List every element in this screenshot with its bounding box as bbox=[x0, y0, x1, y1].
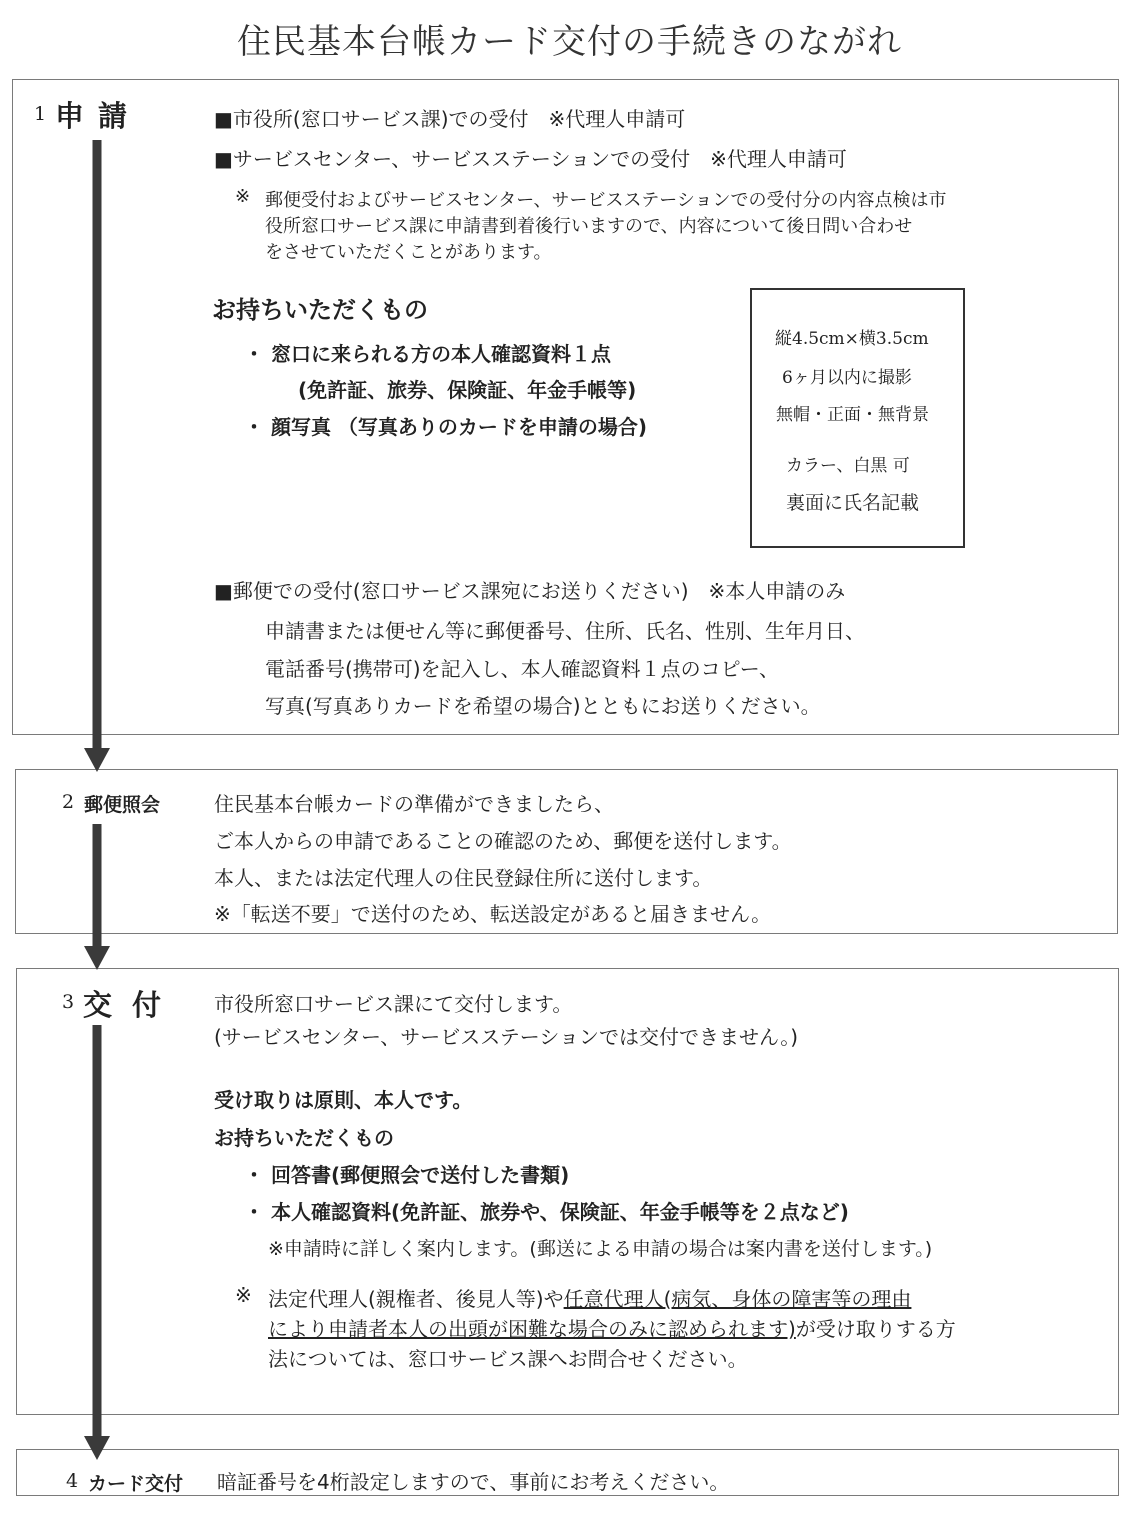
step3-note-line1 bbox=[268, 1283, 911, 1312]
step2-number: 2 bbox=[62, 791, 75, 813]
counter-window-line: ■市役所(窓口サービス課)での受付 ※代理人申請可 bbox=[214, 107, 686, 131]
photo-spec-period: 6ヶ月以内に撮影 bbox=[782, 368, 912, 388]
step1-number: 1 bbox=[34, 103, 47, 125]
step4-number: 4 bbox=[66, 1470, 79, 1492]
step2-label: 郵便照会 bbox=[84, 794, 161, 816]
photo-spec-size: 縦4.5cm×横3.5cm bbox=[775, 329, 929, 349]
step3-note-mark: ※ bbox=[235, 1283, 252, 1307]
step1-note-line: 役所窓口サービス課に申請書到着後行いますので、内容について後日問い合わせ bbox=[265, 216, 913, 237]
step3-item-id-note: ※申請時に詳しく案内します。(郵送による申請の場合は案内書を送付します。) bbox=[268, 1238, 933, 1260]
bring-item-id: ・ 窓口に来られる方の本人確認資料１点 bbox=[244, 342, 611, 366]
step4-text: 暗証番号を4桁設定しますので、事前にお考えください。 bbox=[217, 1470, 730, 1494]
note-receive-method: が受け取りする方 bbox=[795, 1317, 956, 1341]
note-voluntary-agent: 任意代理人(病気、身体の障害等の理由 bbox=[563, 1287, 912, 1311]
step3-item-id: ・ 本人確認資料(免許証、旅券や、保険証、年金手帳等を２点など) bbox=[244, 1200, 849, 1224]
counter-center-line: ■サービスセンター、サービスステーションでの受付 ※代理人申請可 bbox=[214, 147, 847, 171]
photo-spec-style: 無帽・正面・無背景 bbox=[776, 405, 929, 425]
step1-bring-heading: お持ちいただくもの bbox=[212, 296, 428, 324]
step2-line: ※「転送不要」で送付のため、転送設定があると届きません。 bbox=[214, 902, 772, 926]
step3-note-line2 bbox=[268, 1313, 956, 1342]
step3-label: 交付 bbox=[83, 988, 182, 1022]
mail-line: 申請書または便せん等に郵便番号、住所、氏名、性別、生年月日、 bbox=[265, 619, 865, 643]
step4-label: カード交付 bbox=[88, 1473, 184, 1495]
step1-note-line: をさせていただくことがあります。 bbox=[265, 242, 552, 263]
step3-bring-heading: お持ちいただくもの bbox=[214, 1126, 394, 1150]
step3-line2: (サービスセンター、サービスステーションでは交付できません。) bbox=[214, 1025, 799, 1049]
bring-item-id-examples: (免許証、旅券、保険証、年金手帳等) bbox=[298, 378, 637, 402]
photo-spec-name: 裏面に氏名記載 bbox=[786, 492, 920, 514]
step1-label: 申請 bbox=[55, 99, 142, 133]
step3-number: 3 bbox=[62, 991, 75, 1013]
mail-line: 写真(写真ありカードを希望の場合)とともにお送りください。 bbox=[265, 694, 821, 718]
step3-item-answer: ・ 回答書(郵便照会で送付した書類) bbox=[244, 1163, 570, 1187]
step2-line: ご本人からの申請であることの確認のため、郵便を送付します。 bbox=[214, 829, 792, 853]
step1-note-mark: ※ bbox=[235, 186, 251, 207]
photo-spec-box bbox=[750, 288, 965, 548]
step3-note-line3: 法については、窓口サービス課へお問合せください。 bbox=[268, 1347, 748, 1371]
mail-heading: ■郵便での受付(窓口サービス課宛にお送りください) ※本人申請のみ bbox=[214, 579, 846, 603]
page-title: 住民基本台帳カード交付の手続きのながれ bbox=[237, 22, 902, 62]
photo-spec-color: カラー、白黒 可 bbox=[786, 456, 910, 476]
step2-line: 本人、または法定代理人の住民登録住所に送付します。 bbox=[214, 866, 713, 890]
arrow-head-3 bbox=[84, 1436, 110, 1460]
step2-line: 住民基本台帳カードの準備ができましたら、 bbox=[214, 792, 614, 816]
step3-principle: 受け取りは原則、本人です。 bbox=[214, 1088, 473, 1112]
note-legal-agent: 法定代理人(親権者、後見人等)や bbox=[268, 1287, 564, 1311]
mail-line: 電話番号(携帯可)を記入し、本人確認資料１点のコピー、 bbox=[265, 657, 780, 681]
step3-line1: 市役所窓口サービス課にて交付します。 bbox=[214, 992, 573, 1016]
step1-note-line: 郵便受付およびサービスセンター、サービスステーションでの受付分の内容点検は市 bbox=[265, 190, 947, 211]
arrow-head-2 bbox=[84, 946, 110, 970]
bring-item-photo: ・ 顔写真 （写真ありのカードを申請の場合) bbox=[244, 415, 648, 439]
arrow-head-1 bbox=[84, 748, 110, 772]
note-voluntary-condition: により申請者本人の出頭が困難な場合のみに認められます) bbox=[268, 1317, 796, 1341]
